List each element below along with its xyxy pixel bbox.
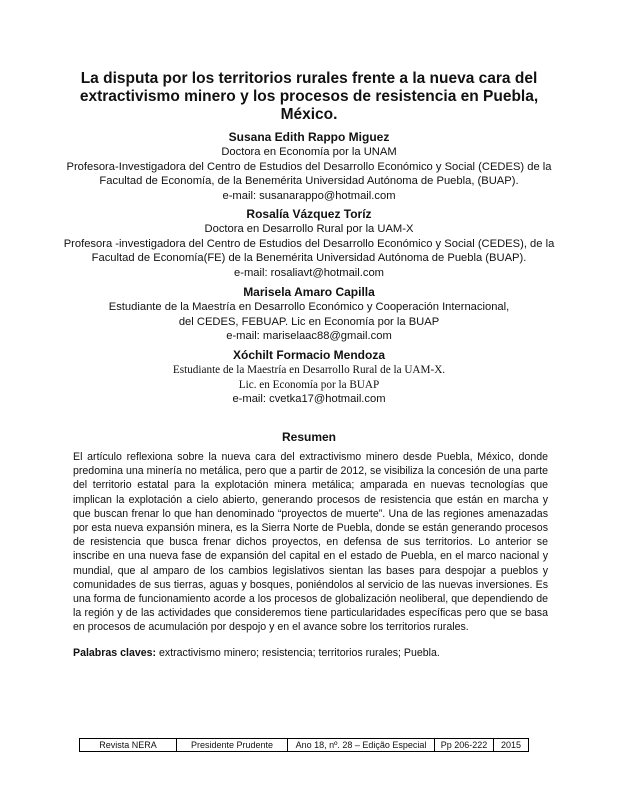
author-block-1 bbox=[50, 130, 568, 203]
author-degree: Doctora en Economía por la UNAM bbox=[221, 146, 397, 158]
footer-journal: Revista NERA bbox=[80, 739, 177, 752]
author-affiliation: Profesora -investigadora del Centro de Estudios del Desarrollo Económico y Social (CEDES), de la Facultad de Economía(FE) de la Benemérita Universidad Autónoma de Puebla (BUAP). bbox=[63, 237, 555, 264]
author-name: Marisela Amaro Capilla bbox=[243, 285, 375, 299]
keywords-list: extractivismo minero; resistencia; territorios rurales; Puebla. bbox=[159, 647, 440, 659]
author-program: Estudiante de la Maestría en Desarrollo Rural de la UAM-X. bbox=[172, 364, 446, 376]
footer-city: Presidente Prudente bbox=[177, 739, 288, 752]
keywords-label: Palabras claves: bbox=[73, 647, 157, 659]
author-degree: Lic. en Economía por la BUAP bbox=[238, 378, 380, 391]
footer-issue: Ano 18, nº. 28 – Edição Especial bbox=[288, 739, 435, 752]
author-email: e-mail: rosaliavt@hotmail.com bbox=[234, 266, 384, 279]
author-affiliation: Profesora-Investigadora del Centro de Estudios del Desarrollo Económico y Social (CEDES) de la Facultad de Economía, de la Benemérita Universidad Autónoma de Puebla, (BUAP). bbox=[66, 160, 552, 187]
author-email: e-mail: cvetka17@hotmail.com bbox=[232, 393, 386, 405]
footer-year: 2015 bbox=[494, 739, 529, 752]
author-block-2 bbox=[50, 207, 568, 280]
footer-row bbox=[80, 739, 529, 752]
keywords bbox=[73, 646, 548, 660]
paper-title: La disputa por los territorios rurales frente a la nueva cara del extractivismo minero y los procesos de resistencia en Puebla, México. bbox=[79, 70, 539, 123]
author-block-3 bbox=[50, 285, 568, 344]
author-name: Xóchilt Formacio Mendoza bbox=[232, 348, 385, 362]
abstract-heading: Resumen bbox=[281, 430, 337, 444]
abstract-body: El artículo reflexiona sobre la nueva cara del extractivismo minero desde Puebla, México, donde predomina una minería no metálica, pero que a partir de 2012, se visibiliza la concesión de una parte del territorio estatal para la explotación minera metálica; amparada en nuevas tecnologías que implican la explotación a cielo abierto, generando procesos de resistencia que están en marcha y que buscan frenar lo que han denominado “proyectos de muerte”. Una de las regiones amenazadas por esta nueva expansión minera, es la Sierra Norte de Puebla, donde se están generando procesos de resistencia que busca frenar dichos proyectos, en defensa de sus territorios. Lo anterior se inscribe en una nueva fase de expansión del capital en el estado de Puebla, en el marco nacional y mundial, que al amparo de los cambios legislativos sientan las bases para despojar a pueblos y comunidades de sus tierras, aguas y bosques, poniéndolos al servicio de las nuevas inversiones. Es una forma de funcionamiento acorde a los procesos de globalización neoliberal, que dependiendo de la región y de las actividades que consideremos tiene particularidades específicas pero que se basa en procesos de acumulación por despojo y en el avance sobre los territorios rurales. bbox=[73, 451, 548, 634]
author-program: Estudiante de la Maestría en Desarrollo Económico y Cooperación Internacional, bbox=[108, 301, 510, 313]
footer-pages: Pp 206-222 bbox=[435, 739, 494, 752]
author-email: e-mail: susanarappo@hotmail.com bbox=[222, 189, 396, 202]
author-block-4 bbox=[50, 348, 568, 407]
author-name: Rosalía Vázquez Toríz bbox=[246, 207, 372, 221]
journal-footer bbox=[79, 738, 529, 752]
author-affiliation: del CEDES, FEBUAP. Lic en Economía por la BUAP bbox=[178, 315, 440, 328]
author-name: Susana Edith Rappo Miguez bbox=[228, 130, 390, 144]
author-degree: Doctora en Desarrollo Rural por la UAM-X bbox=[204, 223, 414, 235]
author-email: e-mail: mariselaac88@gmail.com bbox=[226, 330, 392, 342]
